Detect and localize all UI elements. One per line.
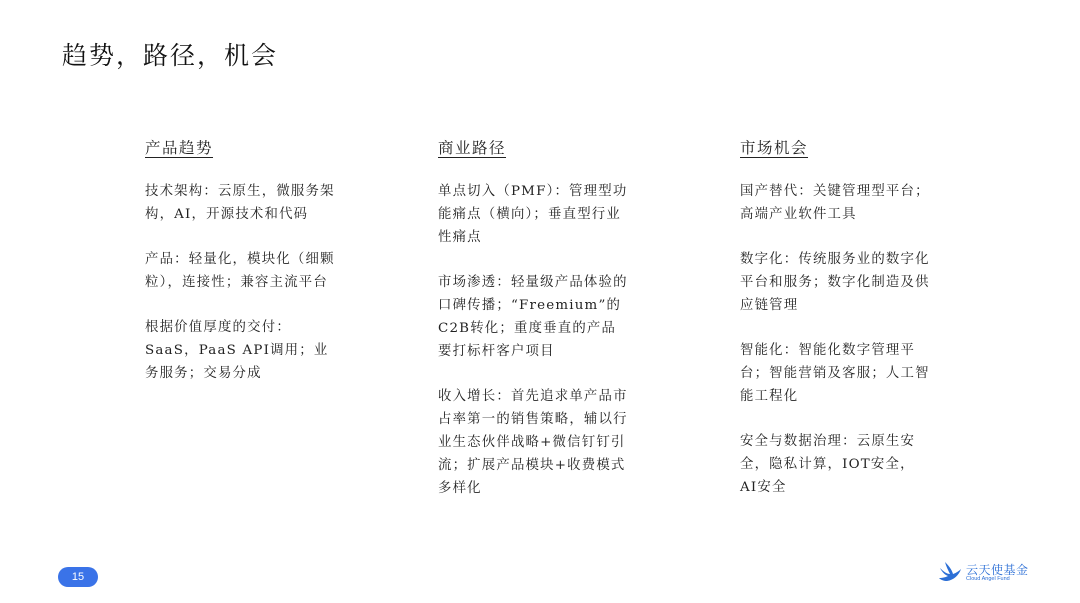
column-market-opportunity	[740, 136, 930, 521]
column-paragraph: 收入增长：首先追求单产品市占率第一的销售策略，辅以行业生态伙伴战略+微信钉钉引流；扩展产品模块+收费模式多样化	[438, 389, 628, 496]
column-paragraph: 技术架构：云原生，微服务架构，AI，开源技术和代码	[145, 184, 335, 222]
column-paragraph: 根据价值厚度的交付：SaaS，PaaS API调用；业务服务；交易分成	[145, 320, 329, 381]
logo-name-cn: 云天使基金	[966, 562, 1029, 577]
column-paragraph: 安全与数据治理：云原生安全，隐私计算，IOT安全，AI安全	[740, 434, 916, 495]
logo	[938, 562, 1029, 584]
page-number-badge: 15	[58, 567, 98, 587]
column-paragraph: 数字化：传统服务业的数字化平台和服务；数字化制造及供应链管理	[740, 252, 930, 313]
bird-icon	[938, 562, 962, 584]
column-heading: 商业路径	[438, 139, 507, 157]
column-paragraph: 智能化：智能化数字管理平台；智能营销及客服；人工智能工程化	[740, 343, 930, 404]
column-product-trends	[145, 136, 335, 407]
column-business-path	[438, 136, 628, 522]
column-paragraph: 单点切入（PMF）：管理型功能痛点（横向）；垂直型行业性痛点	[438, 184, 628, 245]
column-paragraph: 市场渗透：轻量级产品体验的口碑传播；“Freemium”的C2B转化；重度垂直的产品要打标杆客户项目	[438, 275, 628, 359]
slide-title: 趋势，路径，机会	[62, 41, 279, 70]
column-heading: 市场机会	[740, 139, 809, 157]
logo-name-en: Cloud Angel Fund	[966, 575, 1010, 582]
column-paragraph: 产品：轻量化，模块化（细颗粒），连接性；兼容主流平台	[145, 252, 335, 290]
column-heading: 产品趋势	[145, 139, 214, 157]
column-paragraph: 国产替代：关键管理型平台；高端产业软件工具	[740, 184, 930, 222]
